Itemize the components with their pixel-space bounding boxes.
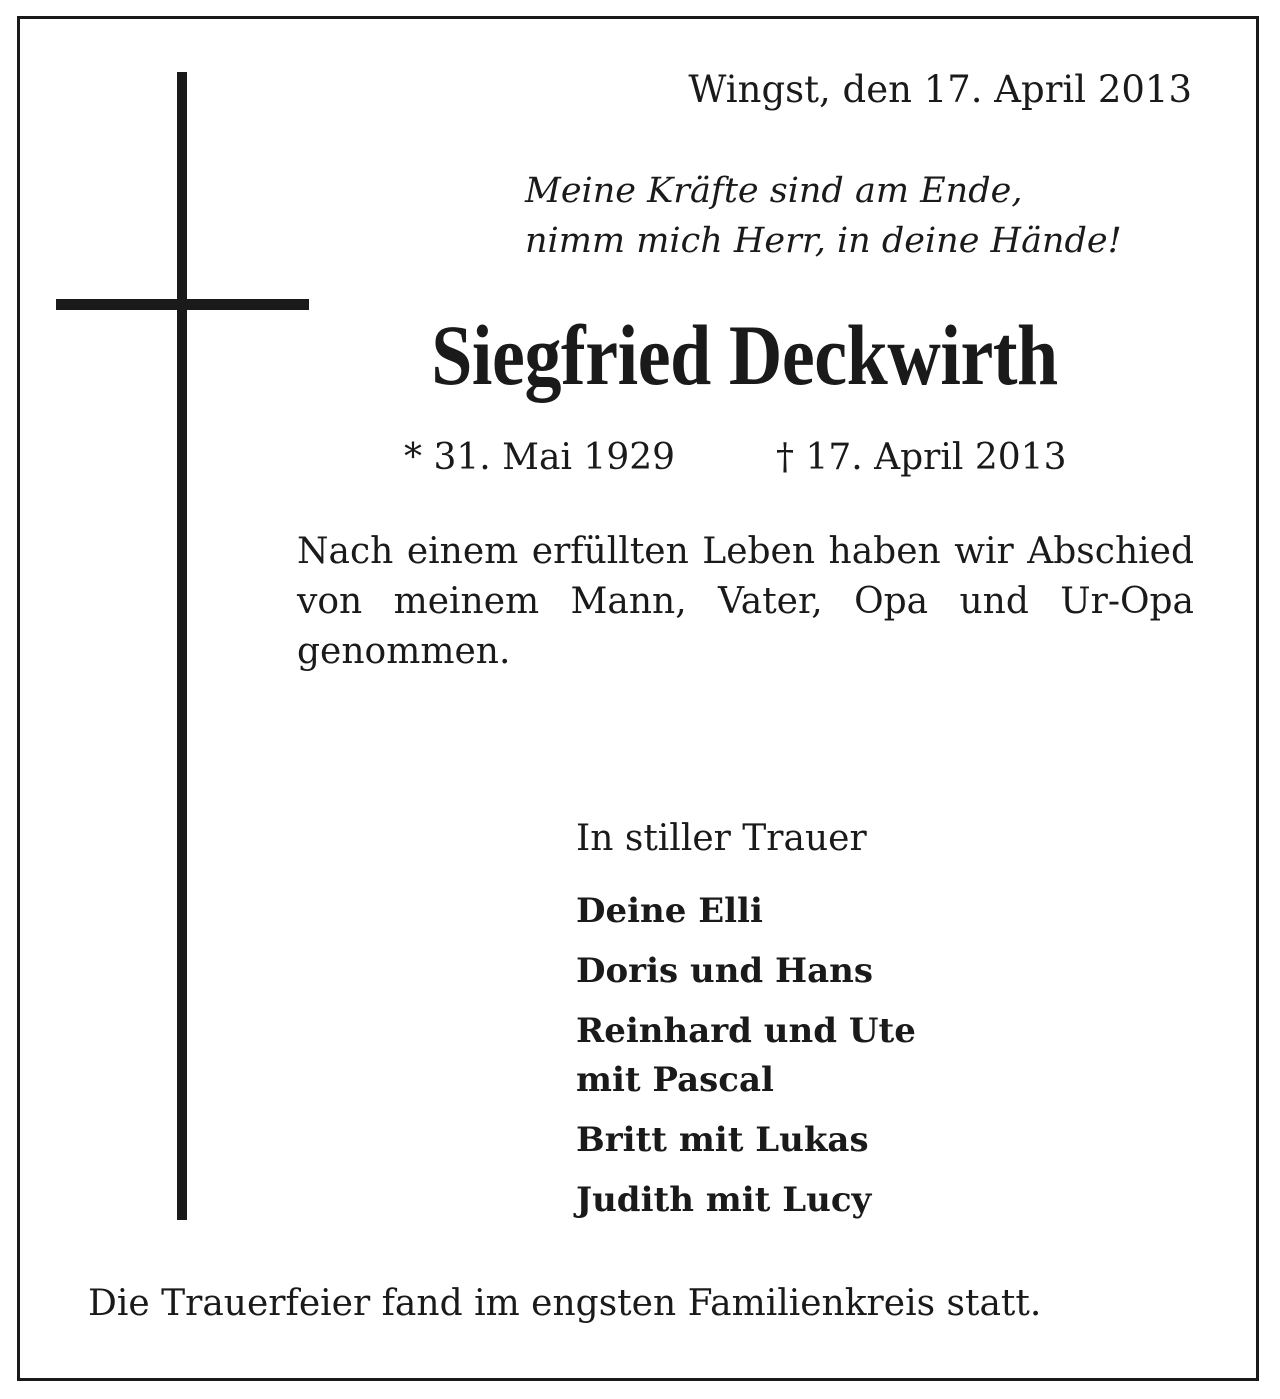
verse-line: nimm mich Herr, in deine Hände!	[525, 221, 1122, 261]
deceased-name: Siegfried Deckwirth	[431, 307, 1058, 403]
place-date: Wingst, den 17. April 2013	[688, 68, 1192, 111]
verse-line: Meine Kräfte sind am Ende,	[525, 171, 1023, 211]
cross-icon-vertical-bar	[177, 72, 187, 1220]
mourning-intro: In stiller Trauer	[576, 818, 867, 859]
mourners-list	[576, 887, 916, 1236]
funeral-note: Die Trauerfeier fand im engsten Familienkreis statt.	[88, 1283, 1042, 1324]
birth-date: * 31. Mai 1929	[404, 437, 676, 478]
cross-icon-horizontal-bar	[56, 299, 309, 310]
mourner-entry: Reinhard und Ute mit Pascal	[576, 1011, 916, 1100]
death-date: † 17. April 2013	[776, 437, 1067, 478]
mourner-entry: Judith mit Lucy	[576, 1180, 872, 1220]
mourner-entry: Doris und Hans	[576, 951, 874, 991]
mourner-entry: Britt mit Lukas	[576, 1120, 869, 1160]
verse	[525, 166, 1122, 266]
message-text: Nach einem erfüllten Leben haben wir Abschied von meinem Mann, Vater, Opa und Ur-Opa genommen.	[297, 531, 1194, 672]
mourner-entry: Deine Elli	[576, 891, 763, 931]
